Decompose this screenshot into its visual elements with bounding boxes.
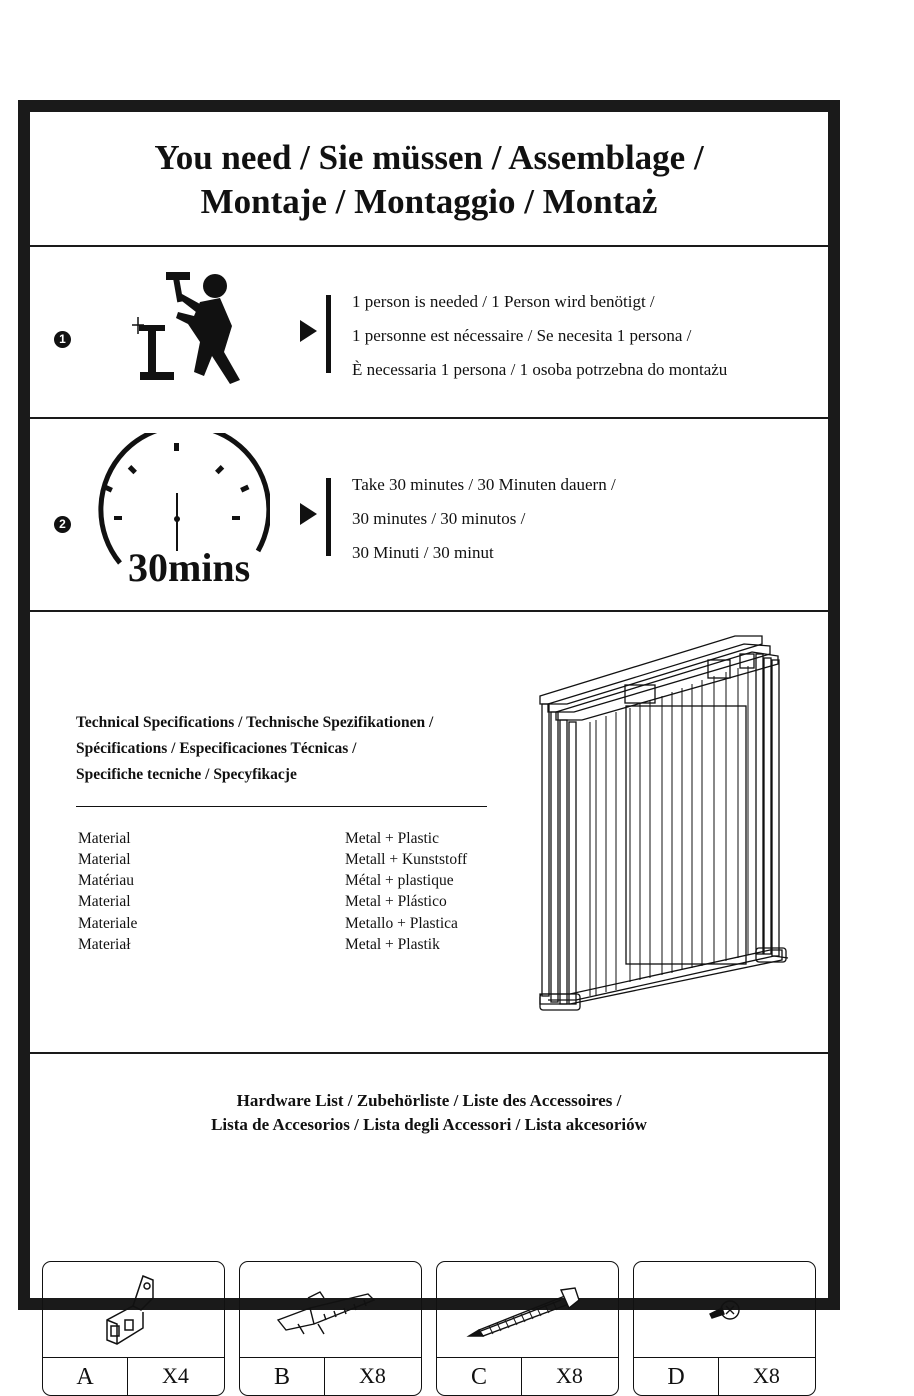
step-number-1: 1 bbox=[54, 331, 71, 348]
time-line-1: Take 30 minutes / 30 Minuten dauern / bbox=[352, 475, 616, 494]
hardware-item-letter: C bbox=[437, 1357, 522, 1395]
hardware-item-qty: X8 bbox=[556, 1363, 583, 1388]
specs-heading-line1: Technical Specifications / Technische Spezifikationen / bbox=[76, 714, 434, 731]
hardware-item-letter: B bbox=[240, 1357, 325, 1395]
clock-label: 30mins bbox=[128, 545, 251, 590]
hardware-item-picture bbox=[634, 1262, 815, 1358]
specs-heading-line3: Specifiche tecniche / Specyfikacje bbox=[76, 766, 297, 783]
page-title-line2: Montaje / Montaggio / Montaż bbox=[200, 182, 658, 221]
spec-label: Materiał bbox=[78, 936, 131, 953]
assembly-time-section bbox=[30, 419, 828, 612]
spec-label: Material bbox=[78, 851, 131, 868]
spec-label: Matériau bbox=[78, 872, 134, 889]
specs-heading-line2: Spécifications / Especificaciones Técnicas / bbox=[76, 740, 357, 757]
divider-bar bbox=[326, 295, 331, 373]
spec-value: Metallo + Plastica bbox=[345, 915, 458, 932]
hardware-item-letter: A bbox=[43, 1357, 128, 1395]
spec-value: Metal + Plastic bbox=[345, 830, 439, 847]
wall-bracket-icon bbox=[93, 1270, 173, 1350]
spec-value: Metal + Plástico bbox=[345, 893, 447, 910]
folded-gate-panels-illustration bbox=[530, 630, 790, 1020]
hardware-title-line2: Lista de Accesorios / Lista degli Accessori / Lista akcesoriów bbox=[211, 1115, 647, 1134]
hardware-item-qty: X8 bbox=[359, 1363, 386, 1388]
spec-value: Metall + Kunststoff bbox=[345, 851, 468, 868]
hardware-section bbox=[30, 1054, 828, 1390]
hardware-item-qty: X4 bbox=[162, 1363, 189, 1388]
hardware-item-d bbox=[633, 1261, 816, 1396]
persons-line-2: 1 personne est nécessaire / Se necesita 1 persona / bbox=[352, 326, 692, 345]
spec-value: Metal + Plastik bbox=[345, 936, 440, 953]
hardware-item-a bbox=[42, 1261, 225, 1396]
manual-page bbox=[30, 112, 828, 1390]
hardware-item-c bbox=[436, 1261, 619, 1396]
hardware-item-picture bbox=[437, 1262, 618, 1358]
spec-value: Métal + plastique bbox=[345, 872, 454, 889]
spec-label: Material bbox=[78, 893, 131, 910]
small-screw-icon bbox=[706, 1296, 746, 1326]
specs-rule bbox=[76, 806, 487, 807]
hardware-item-letter: D bbox=[634, 1357, 719, 1395]
arrow-right-icon bbox=[300, 320, 317, 342]
persons-line-1: 1 person is needed / 1 Person wird benötigt / bbox=[352, 292, 655, 311]
page-title-line1: You need / Sie müssen / Assemblage / bbox=[154, 138, 704, 177]
hardware-item-b bbox=[239, 1261, 422, 1396]
screw-icon bbox=[465, 1282, 585, 1342]
wall-plug-icon bbox=[270, 1284, 390, 1340]
time-line-2: 30 minutes / 30 minutos / bbox=[352, 509, 526, 528]
manual-page-frame bbox=[18, 100, 840, 1390]
specifications-section bbox=[30, 612, 828, 1054]
hardware-item-picture bbox=[43, 1262, 224, 1358]
time-line-3: 30 Minuti / 30 minut bbox=[352, 543, 494, 562]
spec-label: Material bbox=[78, 830, 131, 847]
arrow-right-icon bbox=[300, 503, 317, 525]
persons-line-3: È necessaria 1 persona / 1 osoba potrzebna do montażu bbox=[352, 360, 728, 379]
divider-bar bbox=[326, 478, 331, 556]
hardware-title-line1: Hardware List / Zubehörliste / Liste des Accessoires / bbox=[236, 1091, 622, 1110]
persons-needed-section bbox=[30, 247, 828, 419]
hardware-item-picture bbox=[240, 1262, 421, 1358]
hardware-item-qty: X8 bbox=[753, 1363, 780, 1388]
person-hammering-icon bbox=[120, 272, 250, 390]
title-section bbox=[30, 112, 828, 247]
step-number-2: 2 bbox=[54, 516, 71, 533]
spec-label: Materiale bbox=[78, 915, 138, 932]
